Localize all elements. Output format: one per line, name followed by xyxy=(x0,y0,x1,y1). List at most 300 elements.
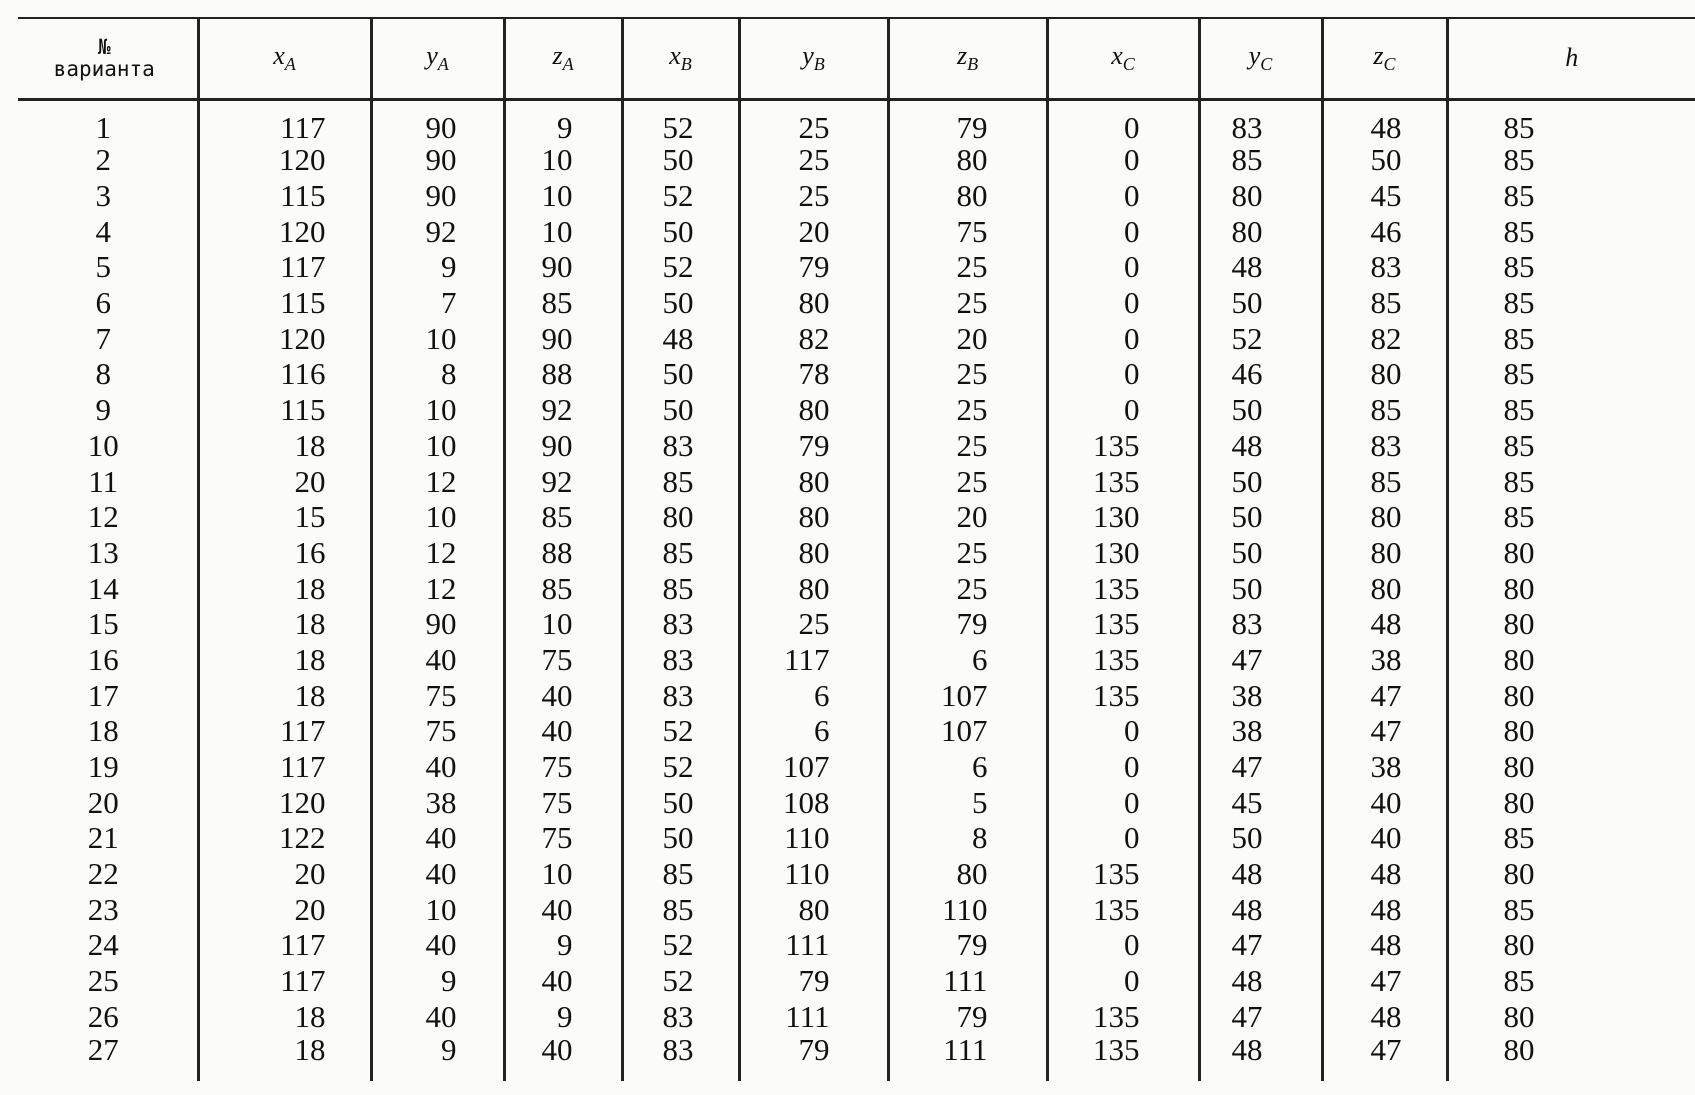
header-variable: z xyxy=(552,41,563,71)
header-variant-label: варианта xyxy=(53,57,155,82)
table-body xyxy=(18,99,1695,1081)
header-variable: z xyxy=(956,41,968,71)
table-row xyxy=(18,1035,1695,1081)
value-cell: 18 xyxy=(198,678,371,714)
value-cell: 120 xyxy=(198,214,371,250)
value-cell: 47 xyxy=(1199,999,1322,1035)
value-cell: 10 xyxy=(371,428,504,464)
value-cell: 79 xyxy=(739,963,888,999)
table-row xyxy=(18,963,1695,999)
value-cell: 135 xyxy=(1047,571,1199,607)
value-cell: 52 xyxy=(622,99,739,143)
variant-number-cell: 6 xyxy=(95,285,111,321)
value-cell: 9 xyxy=(371,1035,504,1081)
value-cell: 83 xyxy=(1199,606,1322,642)
value-cell: 80 xyxy=(1447,714,1695,750)
value-cell: 88 xyxy=(504,535,622,571)
value-cell: 85 xyxy=(1447,428,1695,464)
value-cell: 80 xyxy=(1322,499,1447,535)
value-cell: 25 xyxy=(739,606,888,642)
value-cell: 40 xyxy=(504,892,622,928)
value-cell: 85 xyxy=(1322,285,1447,321)
value-cell: 130 xyxy=(1047,535,1199,571)
header-y-a xyxy=(371,18,504,99)
value-cell: 0 xyxy=(1047,785,1199,821)
table-row xyxy=(18,321,1695,357)
value-cell: 80 xyxy=(739,285,888,321)
value-cell: 80 xyxy=(739,464,888,500)
value-cell: 40 xyxy=(371,928,504,964)
value-cell: 78 xyxy=(739,357,888,393)
value-cell: 80 xyxy=(739,892,888,928)
header-variable: x xyxy=(669,41,681,71)
value-cell: 40 xyxy=(504,963,622,999)
value-cell: 80 xyxy=(888,856,1047,892)
value-cell: 80 xyxy=(1447,642,1695,678)
value-cell: 85 xyxy=(1447,392,1695,428)
value-cell: 117 xyxy=(198,99,371,143)
value-cell: 117 xyxy=(198,963,371,999)
header-subscript: B xyxy=(680,54,692,75)
table-row xyxy=(18,606,1695,642)
value-cell: 6 xyxy=(739,714,888,750)
value-cell: 83 xyxy=(622,678,739,714)
value-cell: 25 xyxy=(888,392,1047,428)
value-cell: 80 xyxy=(739,499,888,535)
variant-number-cell: 19 xyxy=(87,749,119,785)
value-cell: 80 xyxy=(1322,571,1447,607)
value-cell: 0 xyxy=(1047,178,1199,214)
value-cell: 50 xyxy=(1322,143,1447,179)
value-cell: 116 xyxy=(198,357,371,393)
value-cell: 12 xyxy=(371,571,504,607)
value-cell: 52 xyxy=(622,178,739,214)
value-cell: 107 xyxy=(739,749,888,785)
value-cell: 0 xyxy=(1047,99,1199,143)
value-cell: 85 xyxy=(1322,392,1447,428)
value-cell: 50 xyxy=(622,285,739,321)
header-y-b xyxy=(739,18,888,99)
value-cell: 50 xyxy=(622,214,739,250)
value-cell: 92 xyxy=(504,464,622,500)
value-cell: 45 xyxy=(1322,178,1447,214)
value-cell: 50 xyxy=(1199,499,1322,535)
value-cell: 85 xyxy=(622,535,739,571)
value-cell: 20 xyxy=(198,856,371,892)
value-cell: 50 xyxy=(1199,821,1322,857)
value-cell: 10 xyxy=(504,606,622,642)
table-row xyxy=(18,143,1695,179)
value-cell: 79 xyxy=(888,99,1047,143)
header-subscript: A xyxy=(437,54,449,75)
value-cell: 135 xyxy=(1047,1035,1199,1081)
value-cell: 83 xyxy=(1199,99,1322,143)
value-cell: 79 xyxy=(739,1035,888,1081)
value-cell: 50 xyxy=(1199,392,1322,428)
value-cell: 80 xyxy=(1199,214,1322,250)
value-cell: 18 xyxy=(198,571,371,607)
value-cell: 90 xyxy=(371,606,504,642)
variant-number-cell: 4 xyxy=(95,213,111,249)
table-row xyxy=(18,749,1695,785)
value-cell: 90 xyxy=(371,99,504,143)
value-cell: 47 xyxy=(1322,1035,1447,1081)
value-cell: 117 xyxy=(198,714,371,750)
value-cell: 107 xyxy=(888,714,1047,750)
value-cell: 0 xyxy=(1047,250,1199,286)
value-cell: 9 xyxy=(371,963,504,999)
value-cell: 80 xyxy=(1447,1035,1695,1081)
value-cell: 9 xyxy=(504,999,622,1035)
value-cell: 50 xyxy=(622,357,739,393)
variant-number-cell: 10 xyxy=(87,427,119,463)
value-cell: 40 xyxy=(504,714,622,750)
value-cell: 47 xyxy=(1199,928,1322,964)
header-subscript: C xyxy=(1383,54,1396,75)
value-cell: 115 xyxy=(198,285,371,321)
table-row xyxy=(18,392,1695,428)
value-cell: 10 xyxy=(504,178,622,214)
value-cell: 18 xyxy=(198,1035,371,1081)
variant-number-cell: 13 xyxy=(87,534,119,570)
value-cell: 85 xyxy=(1447,143,1695,179)
value-cell: 47 xyxy=(1322,714,1447,750)
table-row xyxy=(18,999,1695,1035)
value-cell: 117 xyxy=(198,749,371,785)
value-cell: 85 xyxy=(622,464,739,500)
table-row xyxy=(18,99,1695,143)
value-cell: 75 xyxy=(371,714,504,750)
value-cell: 47 xyxy=(1322,678,1447,714)
value-cell: 40 xyxy=(504,1035,622,1081)
value-cell: 135 xyxy=(1047,464,1199,500)
value-cell: 80 xyxy=(888,178,1047,214)
value-cell: 16 xyxy=(198,535,371,571)
variant-number-cell: 17 xyxy=(87,677,119,713)
variant-number-cell: 23 xyxy=(87,891,119,927)
value-cell: 20 xyxy=(198,892,371,928)
value-cell: 80 xyxy=(1447,571,1695,607)
value-cell: 8 xyxy=(888,821,1047,857)
value-cell: 47 xyxy=(1199,749,1322,785)
value-cell: 25 xyxy=(888,428,1047,464)
variant-number-cell: 12 xyxy=(87,499,119,535)
header-subscript: B xyxy=(813,54,825,75)
value-cell: 40 xyxy=(371,821,504,857)
value-cell: 130 xyxy=(1047,499,1199,535)
value-cell: 50 xyxy=(1199,571,1322,607)
value-cell: 0 xyxy=(1047,321,1199,357)
variant-number-cell: 22 xyxy=(87,856,119,892)
value-cell: 40 xyxy=(371,749,504,785)
value-cell: 47 xyxy=(1322,963,1447,999)
variant-number-cell: 11 xyxy=(88,463,119,499)
value-cell: 20 xyxy=(739,214,888,250)
header-variable: x xyxy=(1111,41,1123,71)
value-cell: 83 xyxy=(1322,428,1447,464)
value-cell: 85 xyxy=(1447,892,1695,928)
value-cell: 80 xyxy=(1447,928,1695,964)
value-cell: 0 xyxy=(1047,963,1199,999)
value-cell: 0 xyxy=(1047,357,1199,393)
value-cell: 0 xyxy=(1047,392,1199,428)
value-cell: 9 xyxy=(371,250,504,286)
value-cell: 107 xyxy=(888,678,1047,714)
value-cell: 85 xyxy=(1447,321,1695,357)
value-cell: 135 xyxy=(1047,999,1199,1035)
header-x-c xyxy=(1047,18,1199,99)
value-cell: 135 xyxy=(1047,856,1199,892)
value-cell: 80 xyxy=(622,499,739,535)
value-cell: 80 xyxy=(1199,178,1322,214)
value-cell: 25 xyxy=(739,178,888,214)
variant-number-cell: 26 xyxy=(87,998,119,1034)
value-cell: 80 xyxy=(1447,749,1695,785)
value-cell: 88 xyxy=(504,357,622,393)
value-cell: 9 xyxy=(504,928,622,964)
variant-number-cell: 2 xyxy=(95,142,111,178)
value-cell: 80 xyxy=(739,571,888,607)
value-cell: 85 xyxy=(1447,250,1695,286)
variant-number-cell: 27 xyxy=(87,1031,119,1067)
value-cell: 20 xyxy=(888,499,1047,535)
value-cell: 40 xyxy=(1322,785,1447,821)
table-row xyxy=(18,357,1695,393)
value-cell: 52 xyxy=(622,749,739,785)
value-cell: 45 xyxy=(1199,785,1322,821)
value-cell: 85 xyxy=(504,285,622,321)
value-cell: 48 xyxy=(1322,606,1447,642)
value-cell: 9 xyxy=(504,99,622,143)
value-cell: 5 xyxy=(888,785,1047,821)
value-cell: 85 xyxy=(1447,464,1695,500)
value-cell: 7 xyxy=(371,285,504,321)
header-variable: h xyxy=(1565,43,1579,73)
value-cell: 6 xyxy=(888,642,1047,678)
value-cell: 75 xyxy=(504,785,622,821)
value-cell: 80 xyxy=(1447,535,1695,571)
header-x-b xyxy=(622,18,739,99)
value-cell: 8 xyxy=(371,357,504,393)
value-cell: 111 xyxy=(739,928,888,964)
value-cell: 48 xyxy=(1322,856,1447,892)
table-row xyxy=(18,785,1695,821)
variant-number-cell: 7 xyxy=(95,320,111,356)
value-cell: 85 xyxy=(1447,963,1695,999)
value-cell: 52 xyxy=(622,963,739,999)
value-cell: 50 xyxy=(622,785,739,821)
value-cell: 46 xyxy=(1199,357,1322,393)
value-cell: 48 xyxy=(1199,892,1322,928)
value-cell: 90 xyxy=(504,428,622,464)
value-cell: 85 xyxy=(1447,99,1695,143)
value-cell: 48 xyxy=(1322,99,1447,143)
value-cell: 85 xyxy=(622,856,739,892)
header-variable: y xyxy=(1248,41,1261,71)
value-cell: 0 xyxy=(1047,749,1199,785)
value-cell: 52 xyxy=(622,714,739,750)
value-cell: 38 xyxy=(1199,678,1322,714)
value-cell: 25 xyxy=(739,143,888,179)
value-cell: 120 xyxy=(198,321,371,357)
value-cell: 135 xyxy=(1047,642,1199,678)
value-cell: 85 xyxy=(1447,285,1695,321)
value-cell: 48 xyxy=(1322,999,1447,1035)
header-subscript: C xyxy=(1122,54,1135,75)
value-cell: 48 xyxy=(1322,892,1447,928)
value-cell: 110 xyxy=(739,821,888,857)
header-variant-number xyxy=(18,18,198,99)
value-cell: 111 xyxy=(888,1035,1047,1081)
value-cell: 52 xyxy=(622,928,739,964)
value-cell: 38 xyxy=(1322,642,1447,678)
value-cell: 50 xyxy=(622,143,739,179)
value-cell: 83 xyxy=(622,1035,739,1081)
header-variable: y xyxy=(426,41,438,71)
header-h xyxy=(1447,18,1695,99)
table-row xyxy=(18,250,1695,286)
value-cell: 85 xyxy=(504,571,622,607)
header-row xyxy=(18,18,1695,99)
value-cell: 80 xyxy=(739,392,888,428)
value-cell: 122 xyxy=(198,821,371,857)
header-subscript: B xyxy=(967,54,979,75)
value-cell: 50 xyxy=(622,392,739,428)
value-cell: 52 xyxy=(1199,321,1322,357)
value-cell: 120 xyxy=(198,143,371,179)
value-cell: 90 xyxy=(504,250,622,286)
value-cell: 135 xyxy=(1047,892,1199,928)
value-cell: 25 xyxy=(888,535,1047,571)
value-cell: 10 xyxy=(371,321,504,357)
value-cell: 85 xyxy=(1199,143,1322,179)
header-number-sign: № xyxy=(97,35,111,60)
value-cell: 48 xyxy=(1199,250,1322,286)
value-cell: 48 xyxy=(1199,1035,1322,1081)
value-cell: 0 xyxy=(1047,285,1199,321)
table-row xyxy=(18,678,1695,714)
value-cell: 50 xyxy=(1199,535,1322,571)
value-cell: 79 xyxy=(888,928,1047,964)
value-cell: 10 xyxy=(371,499,504,535)
value-cell: 18 xyxy=(198,606,371,642)
variant-number-cell: 24 xyxy=(87,927,119,963)
value-cell: 135 xyxy=(1047,428,1199,464)
value-cell: 115 xyxy=(198,392,371,428)
value-cell: 25 xyxy=(888,250,1047,286)
value-cell: 46 xyxy=(1322,214,1447,250)
value-cell: 10 xyxy=(371,892,504,928)
value-cell: 48 xyxy=(1199,428,1322,464)
value-cell: 90 xyxy=(371,143,504,179)
header-variable: y xyxy=(802,41,814,71)
value-cell: 50 xyxy=(1199,285,1322,321)
header-z-c xyxy=(1322,18,1447,99)
value-cell: 38 xyxy=(1322,749,1447,785)
variants-table-container xyxy=(18,17,1695,1081)
value-cell: 50 xyxy=(1199,464,1322,500)
variant-number-cell: 25 xyxy=(87,963,119,999)
value-cell: 48 xyxy=(1199,856,1322,892)
value-cell: 85 xyxy=(1447,214,1695,250)
table-row xyxy=(18,642,1695,678)
header-subscript: A xyxy=(562,54,574,75)
value-cell: 85 xyxy=(622,892,739,928)
value-cell: 0 xyxy=(1047,714,1199,750)
value-cell: 10 xyxy=(371,392,504,428)
table-row xyxy=(18,821,1695,857)
variant-number-cell: 1 xyxy=(95,109,111,145)
table-row xyxy=(18,535,1695,571)
value-cell: 0 xyxy=(1047,821,1199,857)
value-cell: 90 xyxy=(504,321,622,357)
header-z-a xyxy=(504,18,622,99)
value-cell: 110 xyxy=(739,856,888,892)
header-subscript: C xyxy=(1260,54,1273,75)
value-cell: 40 xyxy=(371,642,504,678)
value-cell: 40 xyxy=(1322,821,1447,857)
variant-number-cell: 3 xyxy=(95,178,111,214)
value-cell: 10 xyxy=(504,214,622,250)
value-cell: 83 xyxy=(622,642,739,678)
header-x-a xyxy=(198,18,371,99)
value-cell: 82 xyxy=(1322,321,1447,357)
value-cell: 25 xyxy=(888,571,1047,607)
value-cell: 0 xyxy=(1047,214,1199,250)
value-cell: 38 xyxy=(371,785,504,821)
value-cell: 15 xyxy=(198,499,371,535)
value-cell: 0 xyxy=(1047,928,1199,964)
value-cell: 40 xyxy=(371,856,504,892)
value-cell: 52 xyxy=(622,250,739,286)
value-cell: 79 xyxy=(888,999,1047,1035)
table-row xyxy=(18,499,1695,535)
value-cell: 18 xyxy=(198,642,371,678)
value-cell: 75 xyxy=(504,749,622,785)
variant-number-cell: 8 xyxy=(95,356,111,392)
header-z-b xyxy=(888,18,1047,99)
value-cell: 115 xyxy=(198,178,371,214)
table-row xyxy=(18,571,1695,607)
value-cell: 38 xyxy=(1199,714,1322,750)
value-cell: 48 xyxy=(1199,963,1322,999)
header-y-c xyxy=(1199,18,1322,99)
value-cell: 83 xyxy=(622,999,739,1035)
value-cell: 25 xyxy=(739,99,888,143)
value-cell: 80 xyxy=(888,143,1047,179)
value-cell: 48 xyxy=(622,321,739,357)
value-cell: 85 xyxy=(1322,464,1447,500)
value-cell: 47 xyxy=(1199,642,1322,678)
table-row xyxy=(18,714,1695,750)
value-cell: 92 xyxy=(371,214,504,250)
variant-number-cell: 16 xyxy=(87,641,119,677)
value-cell: 80 xyxy=(1447,999,1695,1035)
value-cell: 83 xyxy=(1322,250,1447,286)
value-cell: 108 xyxy=(739,785,888,821)
value-cell: 0 xyxy=(1047,143,1199,179)
value-cell: 80 xyxy=(1447,678,1695,714)
value-cell: 83 xyxy=(622,428,739,464)
value-cell: 85 xyxy=(1447,178,1695,214)
value-cell: 10 xyxy=(504,143,622,179)
value-cell: 40 xyxy=(504,678,622,714)
table-row xyxy=(18,428,1695,464)
value-cell: 80 xyxy=(1322,535,1447,571)
value-cell: 80 xyxy=(1322,357,1447,393)
value-cell: 75 xyxy=(888,214,1047,250)
value-cell: 20 xyxy=(198,464,371,500)
